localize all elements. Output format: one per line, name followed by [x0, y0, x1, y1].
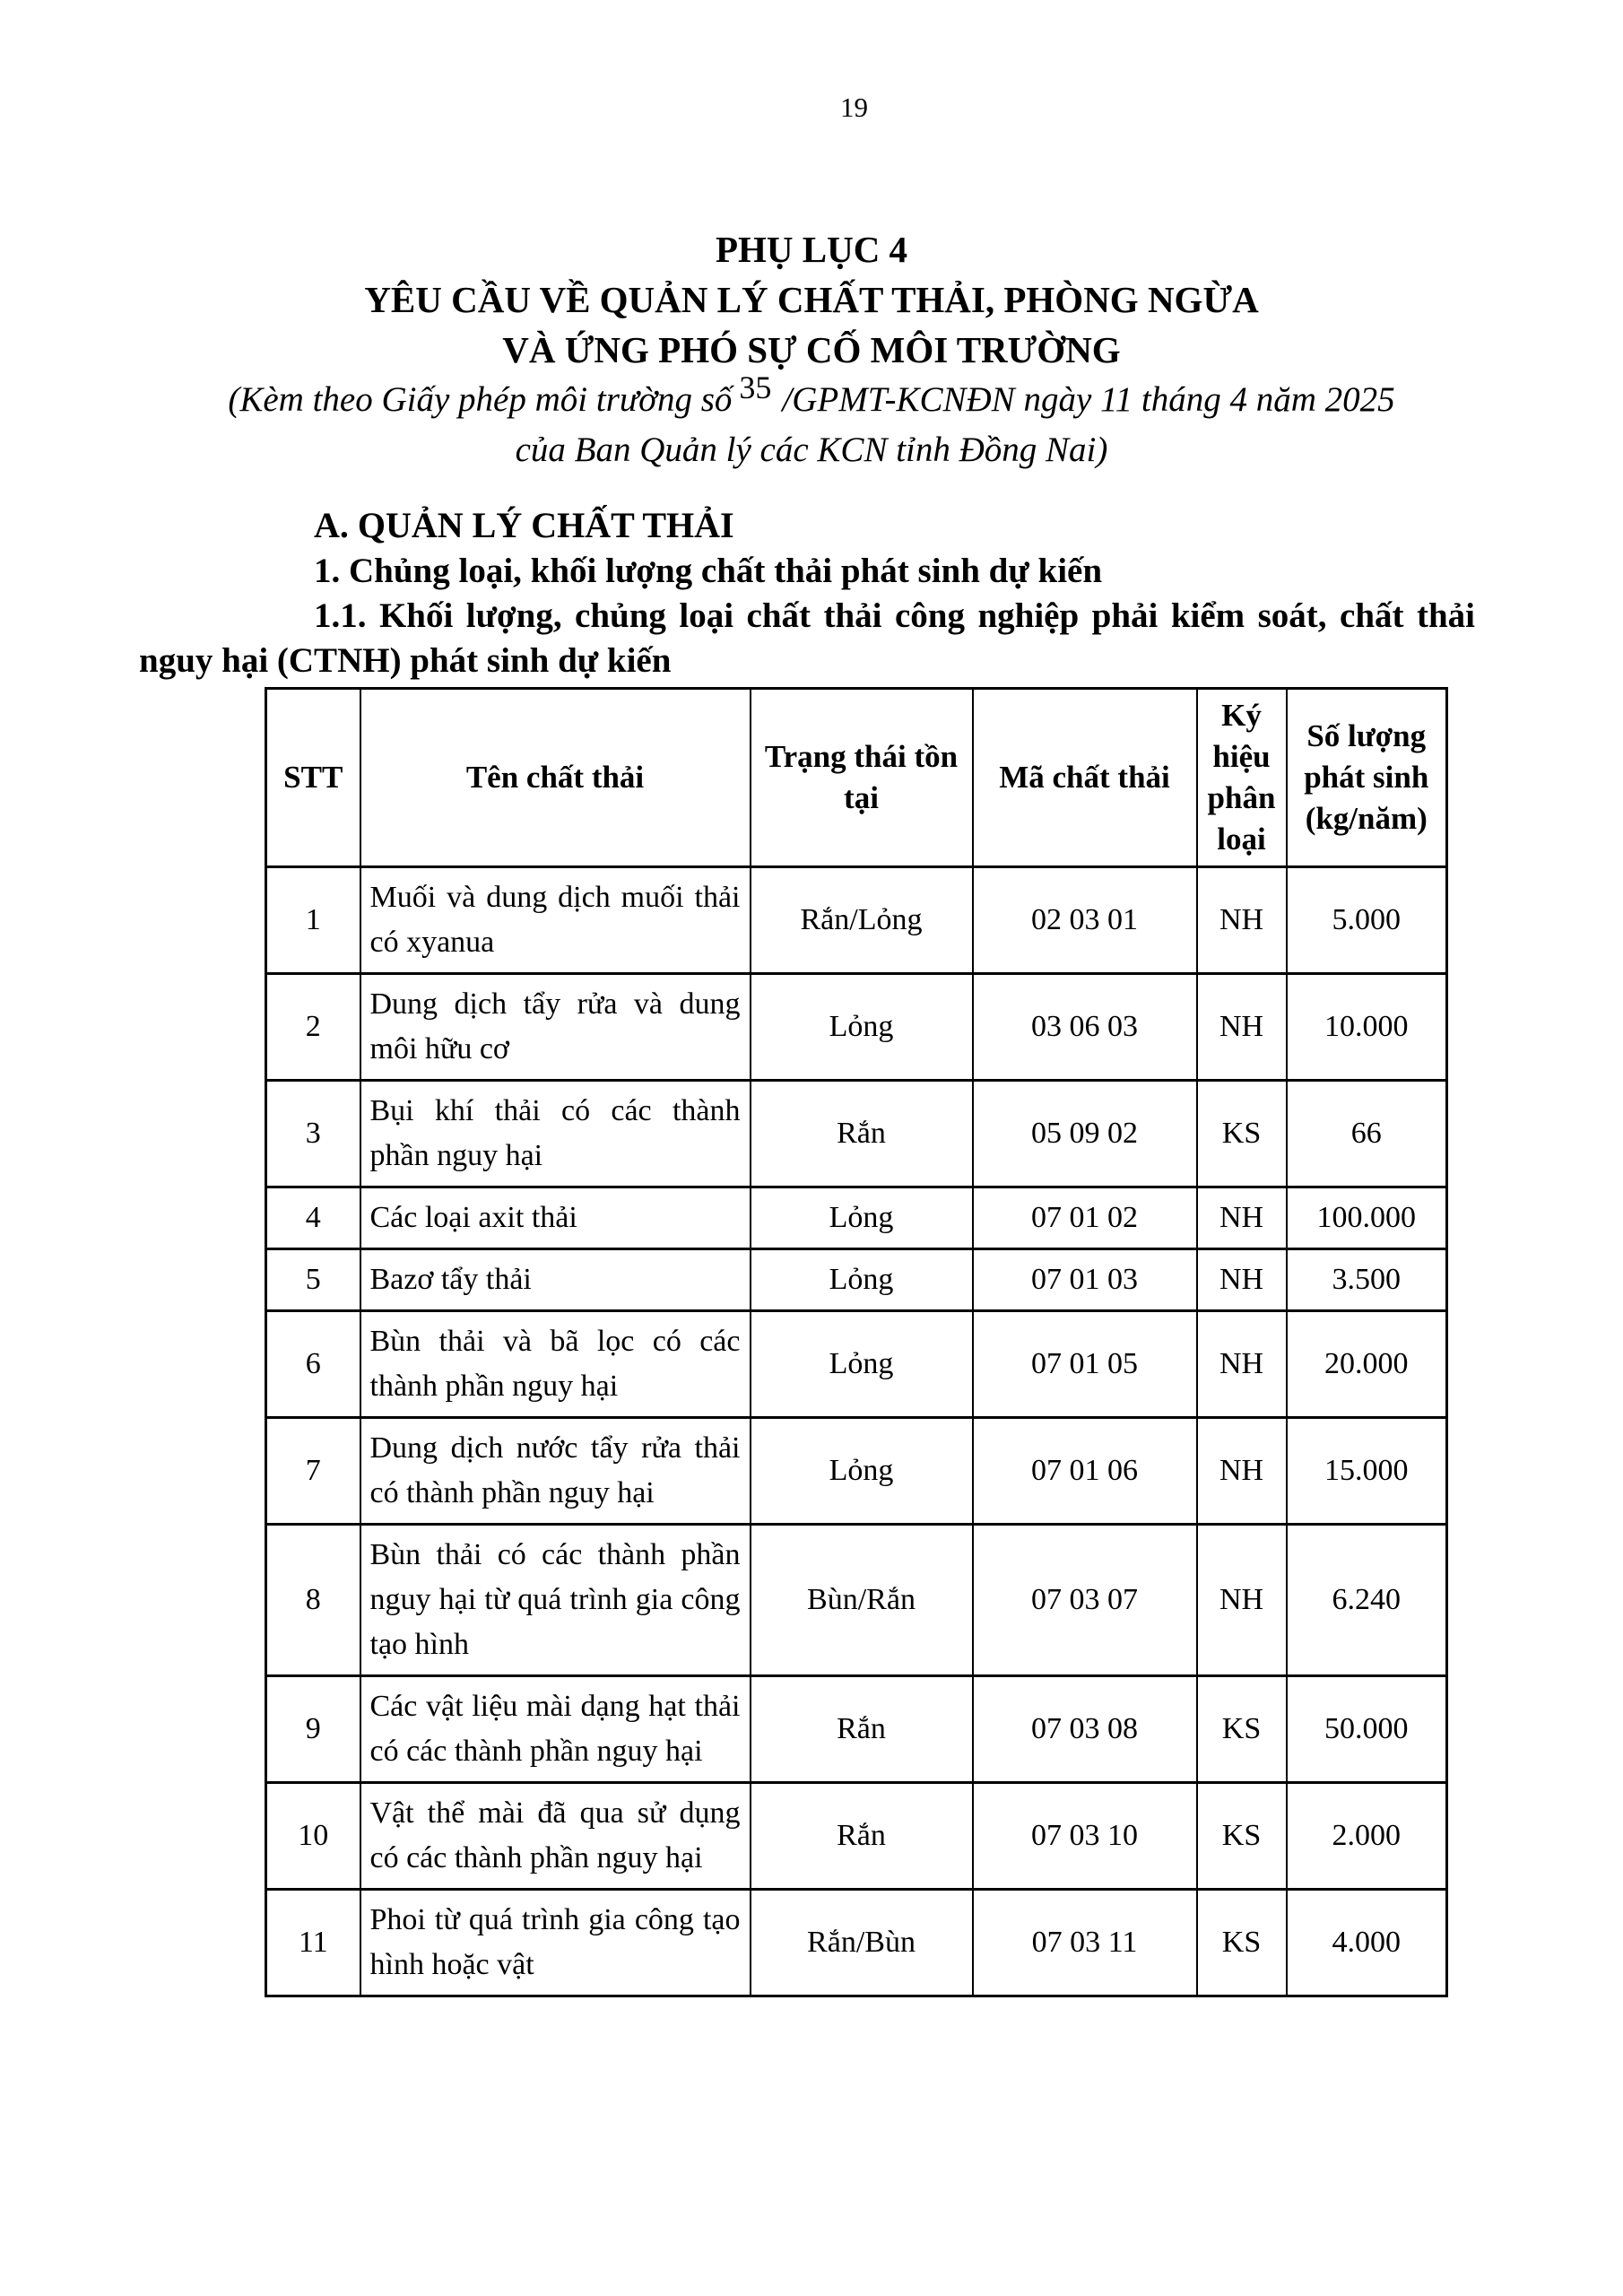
cell-type: KS	[1197, 1890, 1287, 1996]
cell-name: Muối và dung dịch muối thải có xyanua	[360, 867, 751, 974]
col-header-stt: STT	[266, 689, 360, 867]
table-row	[266, 867, 1447, 974]
cell-state: Lỏng	[751, 1311, 973, 1418]
table-row	[266, 1081, 1447, 1187]
cell-qty: 2.000	[1287, 1783, 1447, 1890]
cell-state: Lỏng	[751, 974, 973, 1081]
section-a-heading: A. QUẢN LÝ CHẤT THẢI	[314, 505, 734, 545]
header-row	[266, 689, 1447, 867]
cell-code: 07 01 05	[973, 1311, 1197, 1418]
cell-type: KS	[1197, 1783, 1287, 1890]
waste-table-header	[266, 689, 1447, 867]
col-header-qty: Số lượng phát sinh (kg/năm)	[1287, 689, 1447, 867]
cell-type: NH	[1197, 1418, 1287, 1525]
cell-name: Bazơ tẩy thải	[360, 1249, 751, 1311]
table-row	[266, 1249, 1447, 1311]
table-row	[266, 1187, 1447, 1249]
cell-name: Bùn thải và bã lọc có các thành phần nguy hại	[360, 1311, 751, 1418]
cell-qty: 3.500	[1287, 1249, 1447, 1311]
cell-type: NH	[1197, 1311, 1287, 1418]
cell-state: Rắn/Lỏng	[751, 867, 973, 974]
content-area	[0, 502, 1623, 1997]
cell-state: Rắn	[751, 1783, 973, 1890]
cell-type: KS	[1197, 1081, 1287, 1187]
cell-name: Dung dịch nước tẩy rửa thải có thành phần nguy hại	[360, 1418, 751, 1525]
cell-stt: 8	[266, 1525, 360, 1676]
title-block	[0, 224, 1623, 475]
table-row	[266, 1783, 1447, 1890]
cell-stt: 9	[266, 1676, 360, 1783]
section-1-1-heading: 1.1. Khối lượng, chủng loại chất thải công nghiệp phải kiểm soát, chất thải nguy hại (CTNH) phát sinh dự kiến	[139, 596, 1475, 680]
table-row	[266, 974, 1447, 1081]
cell-qty: 5.000	[1287, 867, 1447, 974]
cell-name: Phoi từ quá trình gia công tạo hình hoặc vật	[360, 1890, 751, 1996]
cell-qty: 6.240	[1287, 1525, 1447, 1676]
cell-stt: 4	[266, 1187, 360, 1249]
cell-state: Lỏng	[751, 1249, 973, 1311]
cell-name: Vật thể mài đã qua sử dụng có các thành phần nguy hại	[360, 1783, 751, 1890]
cell-qty: 4.000	[1287, 1890, 1447, 1996]
cell-stt: 1	[266, 867, 360, 974]
cell-stt: 11	[266, 1890, 360, 1996]
title-line2: YÊU CẦU VỀ QUẢN LÝ CHẤT THẢI, PHÒNG NGỪA	[364, 279, 1259, 320]
cell-code: 02 03 01	[973, 867, 1197, 974]
cell-qty: 50.000	[1287, 1676, 1447, 1783]
cell-stt: 3	[266, 1081, 360, 1187]
col-header-type: Ký hiệu phân loại	[1197, 689, 1287, 867]
waste-table-body	[266, 867, 1447, 1996]
cell-state: Lỏng	[751, 1187, 973, 1249]
cell-stt: 2	[266, 974, 360, 1081]
waste-table	[265, 687, 1448, 1997]
cell-code: 07 01 06	[973, 1418, 1197, 1525]
cell-qty: 20.000	[1287, 1311, 1447, 1418]
cell-code: 07 01 02	[973, 1187, 1197, 1249]
appendix-title: PHỤ LỤC 4	[715, 229, 908, 270]
cell-qty: 66	[1287, 1081, 1447, 1187]
cell-type: NH	[1197, 974, 1287, 1081]
cell-qty: 15.000	[1287, 1418, 1447, 1525]
cell-qty: 10.000	[1287, 974, 1447, 1081]
page-number: 19	[840, 91, 868, 123]
cell-stt: 6	[266, 1311, 360, 1418]
cell-state: Rắn	[751, 1081, 973, 1187]
col-header-state: Trạng thái tồn tại	[751, 689, 973, 867]
table-row	[266, 1890, 1447, 1996]
subtitle-post: /GPMT-KCNĐN ngày 11 tháng 4 năm 2025	[782, 380, 1395, 419]
cell-type: NH	[1197, 867, 1287, 974]
cell-code: 07 03 11	[973, 1890, 1197, 1996]
cell-code: 07 03 08	[973, 1676, 1197, 1783]
subtitle-line2: của Ban Quản lý các KCN tỉnh Đồng Nai)	[515, 430, 1108, 469]
cell-code: 07 03 10	[973, 1783, 1197, 1890]
cell-stt: 5	[266, 1249, 360, 1311]
table-row	[266, 1525, 1447, 1676]
col-header-code: Mã chất thải	[973, 689, 1197, 867]
cell-name: Bụi khí thải có các thành phần nguy hại	[360, 1081, 751, 1187]
cell-state: Rắn/Bùn	[751, 1890, 973, 1996]
cell-code: 07 01 03	[973, 1249, 1197, 1311]
subtitle-pre: (Kèm theo Giấy phép môi trường số	[228, 380, 733, 419]
cell-name: Các loại axit thải	[360, 1187, 751, 1249]
table-row	[266, 1676, 1447, 1783]
cell-type: KS	[1197, 1676, 1287, 1783]
cell-state: Lỏng	[751, 1418, 973, 1525]
cell-name: Các vật liệu mài dạng hạt thải có các thành phần nguy hại	[360, 1676, 751, 1783]
cell-type: NH	[1197, 1187, 1287, 1249]
section-1-heading: 1. Chủng loại, khối lượng chất thải phát sinh dự kiến	[314, 552, 1103, 590]
table-row	[266, 1418, 1447, 1525]
permit-number: 35	[739, 370, 772, 405]
cell-stt: 10	[266, 1783, 360, 1890]
title-line3: VÀ ỨNG PHÓ SỰ CỐ MÔI TRƯỜNG	[502, 329, 1121, 370]
subtitle-line1	[0, 370, 1623, 425]
table-row	[266, 1311, 1447, 1418]
cell-name: Bùn thải có các thành phần nguy hại từ quá trình gia công tạo hình	[360, 1525, 751, 1676]
cell-code: 03 06 03	[973, 974, 1197, 1081]
cell-state: Bùn/Rắn	[751, 1525, 973, 1676]
cell-name: Dung dịch tẩy rửa và dung môi hữu cơ	[360, 974, 751, 1081]
cell-code: 07 03 07	[973, 1525, 1197, 1676]
cell-qty: 100.000	[1287, 1187, 1447, 1249]
col-header-name: Tên chất thải	[360, 689, 751, 867]
cell-state: Rắn	[751, 1676, 973, 1783]
cell-stt: 7	[266, 1418, 360, 1525]
cell-type: NH	[1197, 1525, 1287, 1676]
cell-type: NH	[1197, 1249, 1287, 1311]
cell-code: 05 09 02	[973, 1081, 1197, 1187]
